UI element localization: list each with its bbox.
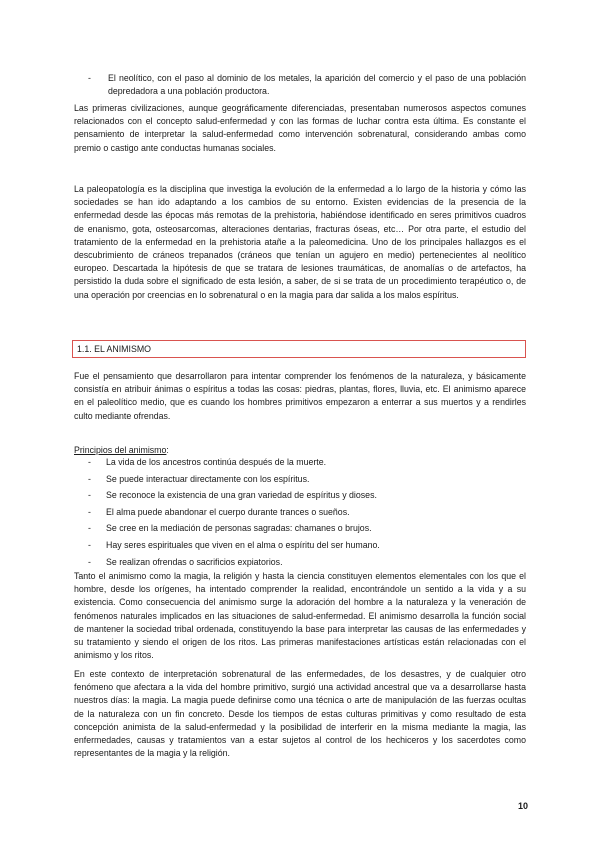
principles-list: [88, 456, 526, 572]
paragraph-magic-definition: En este contexto de interpretación sobrenatural de las enfermedades, de los desastres, y de cualquier otro fenómeno que afectara a la vida del hombre primitivo, surgió una actividad ancestral que va a desarrollarse hasta nuestros días: la magia. La magia puede definirse como una técnica o arte de manipulación de las fuerzas ocultas de la naturaleza con un fin concreto. Desde los tiempos de estas culturas primitivas y como resultado de esta concepción animista de la salud-enfermedad y la posibilidad de interferir en la misma mediante la magia, las enfermedades, causas y tratamientos van a estar sujetos al control de los hechiceros y los sacerdotes como representantes de la magia y la religión.: [74, 669, 526, 759]
bullet-marker: -: [88, 457, 91, 467]
paragraph-magic-religion: Tanto el animismo como la magia, la religión y hasta la ciencia constituyen elementos elementales con los que el hombre, desde los orígenes, ha intentado comprender la realidad, encontrándole un sentido a la vida y a su existencia. Como consecuencia del animismo surge la adoración del hombre a la naturaleza y la veneración de fenómenos naturales implicados en las situaciones de salud-enfermedad. El animismo desarrolla la función social de mantener la sociedad tribal ordenada, constituyendo la base para interpretar las causas de las enfermedades y su tratamiento y siendo el origen de los ritos. Las primeras manifestaciones artísticas están relacionadas con el animismo y los ritos.: [74, 571, 526, 661]
bullet-marker: -: [88, 523, 91, 534]
list-item: [88, 506, 526, 519]
section-heading-box: [72, 340, 526, 358]
principles-heading: Principios del animismo: [74, 445, 167, 455]
paragraph-paleopathology: La paleopatología es la disciplina que investiga la evolución de la enfermedad a lo largo de la historia y cómo las sociedades se han ido adaptando a los cambios de su entorno. Existen evidencias de la presencia de la enfermedad desde las épocas más remotas de la prehistoria, habiéndose identificado en seres primitivos cuadros de enanismo, gota, osteosarcomas, alteraciones dentarias, fracturas óseas, etc… Por otra parte, el estudio del tratamiento de la enfermedad en la prehistoria atañe a la paleomedicina. Uno de los principales hallazgos es el descubrimiento de cráneos trepanados (cráneos que tenían un agujero en medio) pertenecientes al neolítico europeo. Descartada la hipótesis de que se tratara de lesiones traumáticas, de anomalías o de artefactos, ha persistido la duda sobre el significado de esta lesión, a saber, de si se trata de un procedimiento terapéutico o, de una operación por creencias en lo sobrenatural o en la magia para dar salida a los malos espíritus.: [74, 184, 526, 300]
bullet-text: Se puede interactuar directamente con los espíritus.: [106, 473, 310, 484]
bullet-text: Hay seres espirituales que viven en el alma o espíritu del ser humano.: [106, 539, 380, 550]
principles-colon: :: [166, 445, 169, 455]
list-item: [88, 72, 526, 98]
bullet-text: Se realizan ofrendas o sacrificios expiatorios.: [106, 556, 283, 567]
intro-bullet-list: [88, 72, 526, 98]
list-item: [88, 489, 526, 502]
bullet-marker: -: [88, 556, 91, 567]
list-item: [88, 522, 526, 535]
section-title: 1.1. EL ANIMISMO: [77, 344, 151, 354]
list-item: [88, 556, 526, 569]
paragraph-animism-definition: Fue el pensamiento que desarrollaron para intentar comprender los fenómenos de la naturaleza, y básicamente consistía en atribuir ánimas o espíritus a todas las cosas: piedras, plantas, flores, lluvia, etc. El animismo aparece en el paleolítico medio, que es cuando los hombres primitivos empezaron a enterrar a sus muertos y a rendirles culto mediante ofrendas.: [74, 371, 526, 421]
bullet-marker: -: [88, 490, 91, 501]
bullet-text: Se cree en la mediación de personas sagradas: chamanes o brujos.: [106, 523, 372, 534]
list-item: [88, 539, 526, 552]
list-item: [88, 456, 526, 469]
bullet-text: El alma puede abandonar el cuerpo durante trances o sueños.: [106, 506, 350, 517]
page-number: 10: [518, 801, 529, 811]
bullet-marker: -: [88, 539, 91, 550]
bullet-text: La vida de los ancestros continúa después de la muerte.: [106, 457, 327, 467]
paragraph-civilizations: Las primeras civilizaciones, aunque geográficamente diferenciadas, presentaban numerosos aspectos comunes relacionados con el concepto salud-enfermedad y con las formas de luchar contra esta última. Es constante el pensamiento de interpretar la salud-enfermedad como intervención sobrenatural, considerando ambas como premio o castigo ante conductas humanas sociales.: [74, 103, 526, 153]
list-item: [88, 473, 526, 486]
bullet-text: El neolítico, con el paso al dominio de los metales, la aparición del comercio y el paso de una población depredadora a una población productora.: [108, 73, 526, 97]
bullet-text: Se reconoce la existencia de una gran variedad de espíritus y dioses.: [106, 490, 377, 501]
bullet-marker: -: [88, 506, 91, 517]
bullet-marker: -: [88, 473, 91, 484]
bullet-marker: -: [88, 73, 91, 83]
